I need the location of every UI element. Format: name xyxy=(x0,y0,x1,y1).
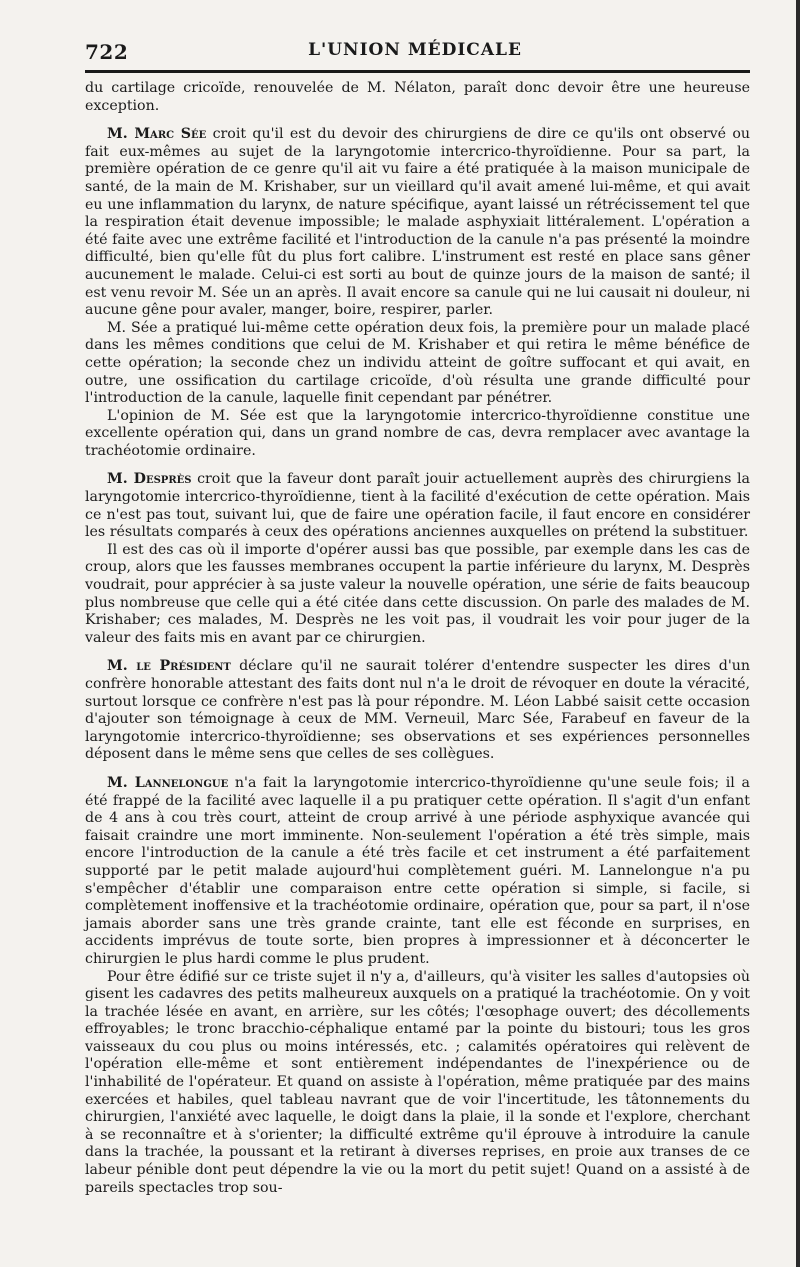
page-number: 722 xyxy=(85,40,129,64)
paragraph: M. Marc Sée croit qu'il est du devoir des chirurgiens de dire ce qu'ils ont observé ou fait eux-mêmes au sujet de la laryngotomie intercrico-thyroïdienne. Pour sa part, la première opération de ce genre qu'il ait vu faire a été pratiquée à la maison municipale de santé, de la main de M. Krishaber, sur un vieillard qu'il avait amené lui-même, et qui avait eu une inflammation du larynx, de nature spécifique, ayant laissé un rétrécissement tel que la respiration était devenue impossible; le malade asphyxiait littéralement. L'opération a été faite avec une extrême facilité et l'introduction de la canule n'a pas présenté la moindre difficulté, bien qu'elle fût du plus fort calibre. L'instrument est resté en place sans gêner aucunement le malade. Celui-ci est sorti au bout de quinze jours de la maison de santé; il est venu revoir M. Sée un an après. Il avait encore sa canule qui ne lui causait ni douleur, ni aucune gêne pour avaler, manger, boire, respirer, parler. xyxy=(85,126,751,319)
paragraph: Pour être édifié sur ce triste sujet il n'y a, d'ailleurs, qu'à visiter les salles d'autopsies où gisent les cadavres des petits malheureux auxquels on a pratiqué la trachéotomie. On y voit la trachée lésée en avant, en arrière, sur les côtés; l'œsophage ouvert; des décollements effroyables; le tronc bracchio-céphalique entamé par la pointe du bistouri; tous les gros vaisseaux du cou plus ou moins intéressés, etc. ; calamités opératoires qui relèvent de l'opération elle-même et sont entièrement indépendantes de l'inexpérience ou de l'inhabilité de l'opérateur. Et quand on assiste à l'opération, même pratiquée par des mains exercées et habiles, quel tableau navrant que de voir l'incertitude, les tâtonnements du chirurgien, l'anxiété avec laquelle, le doigt dans la plaie, il la sonde et l'explore, cherchant à se reconnaître et à s'orienter; la difficulté extrême qu'il éprouve à introduire la canule dans la trachée, la poussant et la retirant à diverses reprises, en proie aux transes de ce labeur pénible dont peut dépendre la vie ou la mort du petit sujet! Quand on a assisté à de pareils spectacles trop sou- xyxy=(85,968,750,1196)
page-header xyxy=(85,36,745,66)
paragraph: M. Sée a pratiqué lui-même cette opération deux fois, la première pour un malade placé dans les mêmes conditions que celui de M. Krishaber et qui retira le même bénéfice de cette opération; la seconde chez un individu atteint de goître suffocant et qui avait, en outre, une ossification du cartilage cricoïde, d'où résulta une grande difficulté pour l'introduction de la canule, laquelle finit cependant par pénétrer. xyxy=(85,319,750,407)
article-body xyxy=(85,80,750,1197)
paragraph: Il est des cas où il importe d'opérer aussi bas que possible, par exemple dans les cas de croup, alors que les fausses membranes occupent la partie inférieure du larynx, M. Desprès voudrait, pour apprécier à sa juste valeur la nouvelle opération, une série de faits beaucoup plus nombreuse que celle qui a été citée dans cette discussion. On parle des malades de M. Krishaber; ces malades, M. Desprès ne les voit pas, il voudrait les voir pour juger de la valeur des faits mis en avant par ce chirurgien. xyxy=(85,541,750,646)
paragraph: L'opinion de M. Sée est que la laryngotomie intercrico-thyroïdienne constitue une excellente opération qui, dans un grand nombre de cas, devra remplacer avec avantage la trachéotomie ordinaire. xyxy=(85,407,750,459)
paragraph: M. Lannelongue n'a fait la laryngotomie intercrico-thyroïdienne qu'une seule fois; il a été frappé de la facilité avec laquelle il a pu pratiquer cette opération. Il s'agit d'un enfant de 4 ans à cou très court, atteint de croup arrivé à une période asphyxique avancée qui faisait craindre une mort imminente. Non-seulement l'opération a été très simple, mais encore l'introduction de la canule a été très facile et cet instrument a été parfaitement supporté par le petit malade aujourd'hui complètement guéri. M. Lannelongue n'a pu s'empêcher d'établir une comparaison entre cette opération si simple, si facile, si complètement inoffensive et la trachéotomie ordinaire, opération que, pour sa part, il n'ose jamais aborder sans une très grande crainte, tant elle est féconde en surprises, en accidents imprévus de toute sorte, bien propres à impressionner et à déconcerter le chirurgien le plus hardi comme le plus prudent. xyxy=(85,774,750,967)
header-rule xyxy=(85,70,750,73)
paragraph: du cartilage cricoïde, renouvelée de M. Nélaton, paraît donc devoir être une heureuse exception. xyxy=(85,80,750,114)
speaker-name: M. Lannelongue xyxy=(107,774,229,791)
paragraph: M. le Président déclare qu'il ne saurait tolérer d'entendre suspecter les dires d'un confrère honorable attestant des faits dont nul n'a le droit de révoquer en doute la véracité, surtout lorsque ce confrère n'est pas là pour répondre. M. Léon Labbé saisit cette occasion d'ajouter son témoignage à ceux de MM. Verneuil, Marc Sée, Farabeuf en faveur de la laryngotomie intercrico-thyroïdienne; ses observations et ses expériences personnelles déposent dans le même sens que celles de ses collègues. xyxy=(85,658,750,763)
speaker-name: M. Marc Sée xyxy=(107,126,207,143)
running-title: L'UNION MÉDICALE xyxy=(308,40,522,60)
paragraph: M. Desprès croit que la faveur dont paraît jouir actuellement auprès des chirurgiens la laryngotomie intercrico-thyroïdienne, tient à la facilité d'exécution de cette opération. Mais ce n'est pas tout, suivant lui, que de faire une opération facile, il faut encore en considérer les résultats comparés à ceux des opérations anciennes auxquelles on prétend la substituer. xyxy=(85,471,750,541)
speaker-name: M. Desprès xyxy=(107,471,192,488)
speaker-name: M. le Président xyxy=(107,658,231,675)
